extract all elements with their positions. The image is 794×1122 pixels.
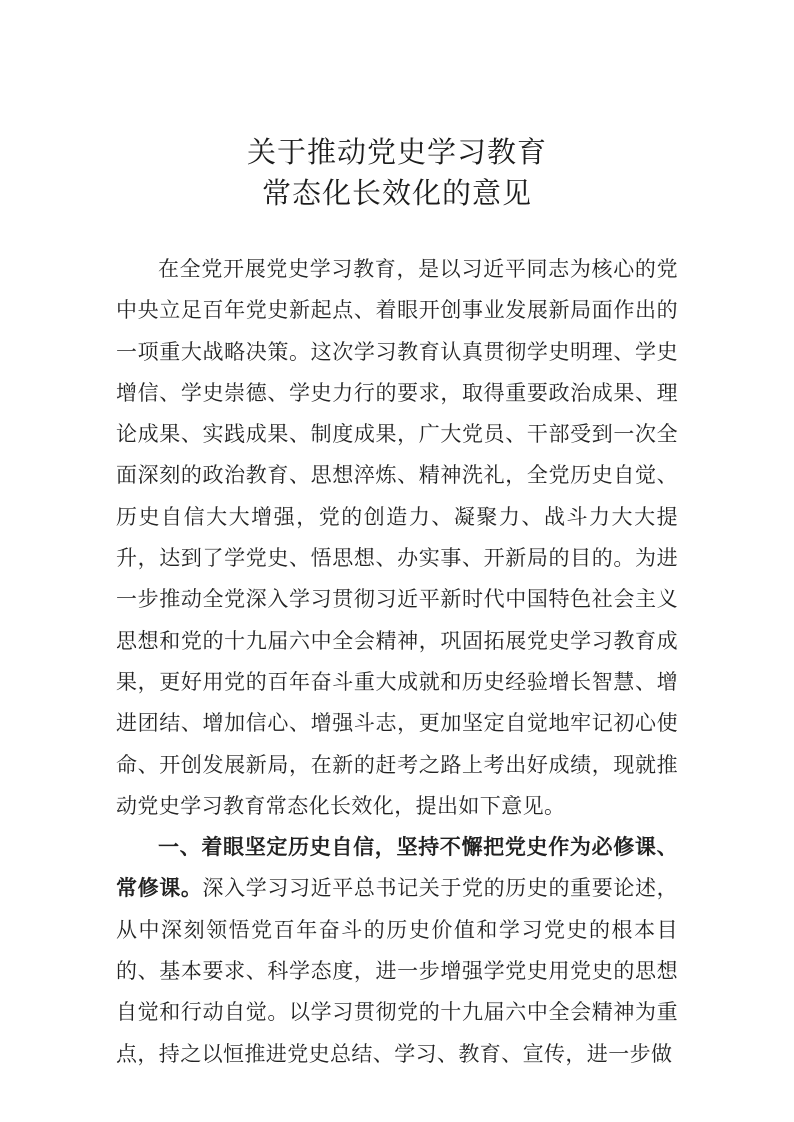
body-paragraph-1: 在全党开展党史学习教育，是以习近平同志为核心的党中央立足百年党史新起点、着眼开创事业发展新局面作出的一项重大战略决策。这次学习教育认真贯彻学史明理、学史增信、学史崇德、学史力行的要求，取得重要政治成果、理论成果、实践成果、制度成果，广大党员、干部受到一次全面深刻的政治教育、思想淬炼、精神洗礼，全党历史自觉、历史自信大大增强，党的创造力、凝聚力、战斗力大大提升，达到了学党史、悟思想、办实事、开新局的目的。为进一步推动全党深入学习贯彻习近平新时代中国特色社会主义思想和党的十九届六中全会精神，巩固拓展党史学习教育成果，更好用党的百年奋斗重大成就和历史经验增长智慧、增进团结、增加信心、增强斗志，更加坚定自觉地牢记初心使命、开创发展新局，在新的赶考之路上考出好成绩，现就推动党史学习教育常态化长效化，提出如下意见。 [116, 257, 678, 818]
section-heading-1: 一、着眼坚定历史自信，坚持不懈把党史作为必修课、常修课。 [116, 835, 678, 901]
body-paragraph-2 [116, 827, 678, 1075]
title-line-2: 常态化长效化的意见 [261, 176, 532, 210]
document-title [0, 132, 794, 214]
title-line-1: 关于推动党史学习教育 [246, 135, 547, 169]
section-text-1: 深入学习习近平总书记关于党的历史的重要论述，从中深刻领悟党百年奋斗的历史价值和学习党史的根本目的、基本要求、科学态度，进一步增强学党史用党史的思想自觉和行动自觉。以学习贯彻党的十九届六中全会精神为重点，持之以恒推进党史总结、学习、教育、宣传，进一步做 [116, 876, 678, 1066]
document-body [116, 249, 678, 1075]
